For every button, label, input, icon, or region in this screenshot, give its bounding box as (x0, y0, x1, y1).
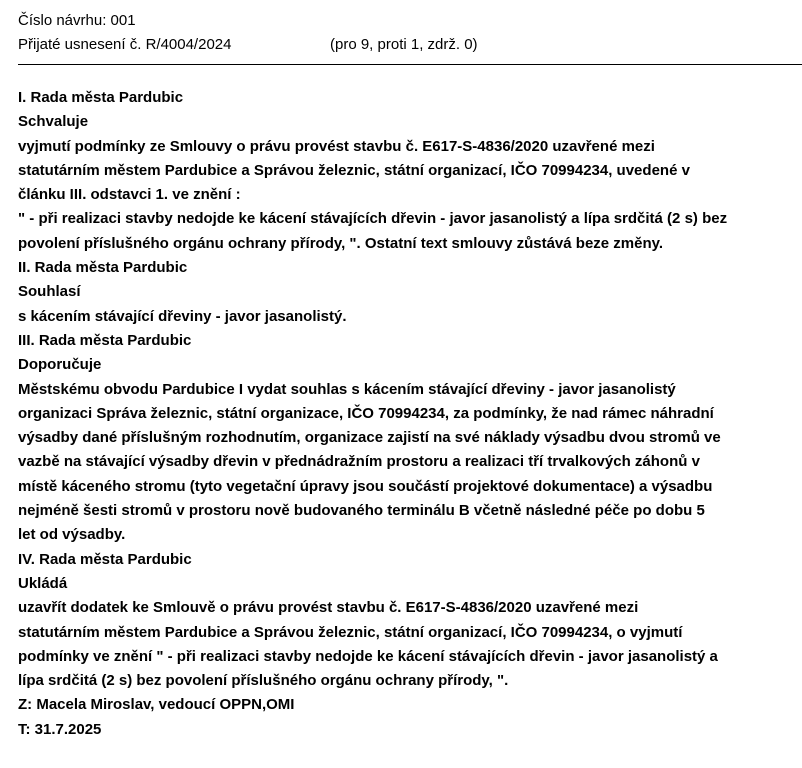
section-verb: Ukládá (18, 574, 68, 592)
section-verb: Souhlasí (18, 283, 81, 301)
text-line: statutárním městem Pardubice a Správou železnic, státní organizací, IČO 70994234, uvedené v (18, 161, 690, 179)
text-line: statutárním městem Pardubice a Správou železnic, státní organizací, IČO 70994234, o vyjmutí (18, 623, 683, 641)
text-line: místě káceného stromu (tyto vegetační úpravy jsou součástí projektové dokumentace) a výsadbu (18, 477, 713, 495)
section-heading: IV. Rada města Pardubic (18, 550, 192, 568)
resolution-line (18, 33, 798, 57)
responsible-person: Z: Macela Miroslav, vedoucí OPPN,OMI (18, 696, 295, 714)
section-heading: I. Rada města Pardubic (18, 89, 184, 106)
section-3 (18, 329, 796, 548)
text-line: výsadby dané příslušným rozhodnutím, organizace zajistí na své náklady výsadbu dvou stromů ve (18, 429, 721, 447)
text-line: vyjmutí podmínky ze Smlouvy o právu provést stavbu č. E617-S-4836/2020 uzavřené mezi (18, 137, 655, 155)
text-line: organizaci Správa železnic, státní organizace, IČO 70994234, za podmínky, že nad rámec náhradní (18, 404, 714, 422)
text-line: povolení příslušného orgánu ochrany přírody, ". Ostatní text smlouvy zůstává beze změny. (18, 234, 664, 252)
text-line: článku III. odstavci 1. ve znění : (18, 186, 241, 204)
header-divider (18, 64, 802, 65)
text-line: podmínky ve znění " - při realizaci stavby nedojde ke kácení stávajících dřevin - javor jasanolistý a (18, 647, 718, 665)
text-line: nejméně šesti stromů v prostoru nově budovaného terminálu B včetně následné péče po dobu 5 (18, 502, 705, 520)
text-line: uzavřít dodatek ke Smlouvě o právu provést stavbu č. E617-S-4836/2020 uzavřené mezi (18, 599, 639, 617)
deadline: T: 31.7.2025 (18, 720, 102, 738)
section-2 (18, 256, 796, 329)
text-line: s kácením stávající dřeviny - javor jasanolistý. (18, 307, 347, 325)
text-line: Městskému obvodu Pardubice I vydat souhlas s kácením stávající dřeviny - javor jasanolistý (18, 380, 676, 398)
text-line: " - při realizaci stavby nedojde ke kácení stávajících dřevin - javor jasanolistý a lípa srdčitá (2 s) bez (18, 210, 728, 228)
draft-number: Číslo návrhu: 001 (18, 12, 136, 29)
vote-result: (pro 9, proti 1, zdrž. 0) (330, 36, 478, 53)
document-header (18, 9, 798, 57)
text-line: let od výsadby. (18, 526, 126, 544)
section-heading: III. Rada města Pardubic (18, 331, 192, 349)
section-1 (18, 86, 796, 256)
section-verb: Doporučuje (18, 356, 102, 374)
section-4 (18, 548, 796, 694)
section-heading: II. Rada města Pardubic (18, 259, 188, 277)
text-line: vazbě na stávající výsadby dřevin v přednádražním prostoru a realizaci tří trvalkových záhonů v (18, 453, 700, 471)
text-line: lípa srdčitá (2 s) bez povolení příslušného orgánu ochrany přírody, ". (18, 672, 509, 690)
section-verb: Schvaluje (18, 113, 89, 131)
resolution-number: Přijaté usnesení č. R/4004/2024 (18, 36, 232, 53)
resolution-body (18, 86, 796, 742)
